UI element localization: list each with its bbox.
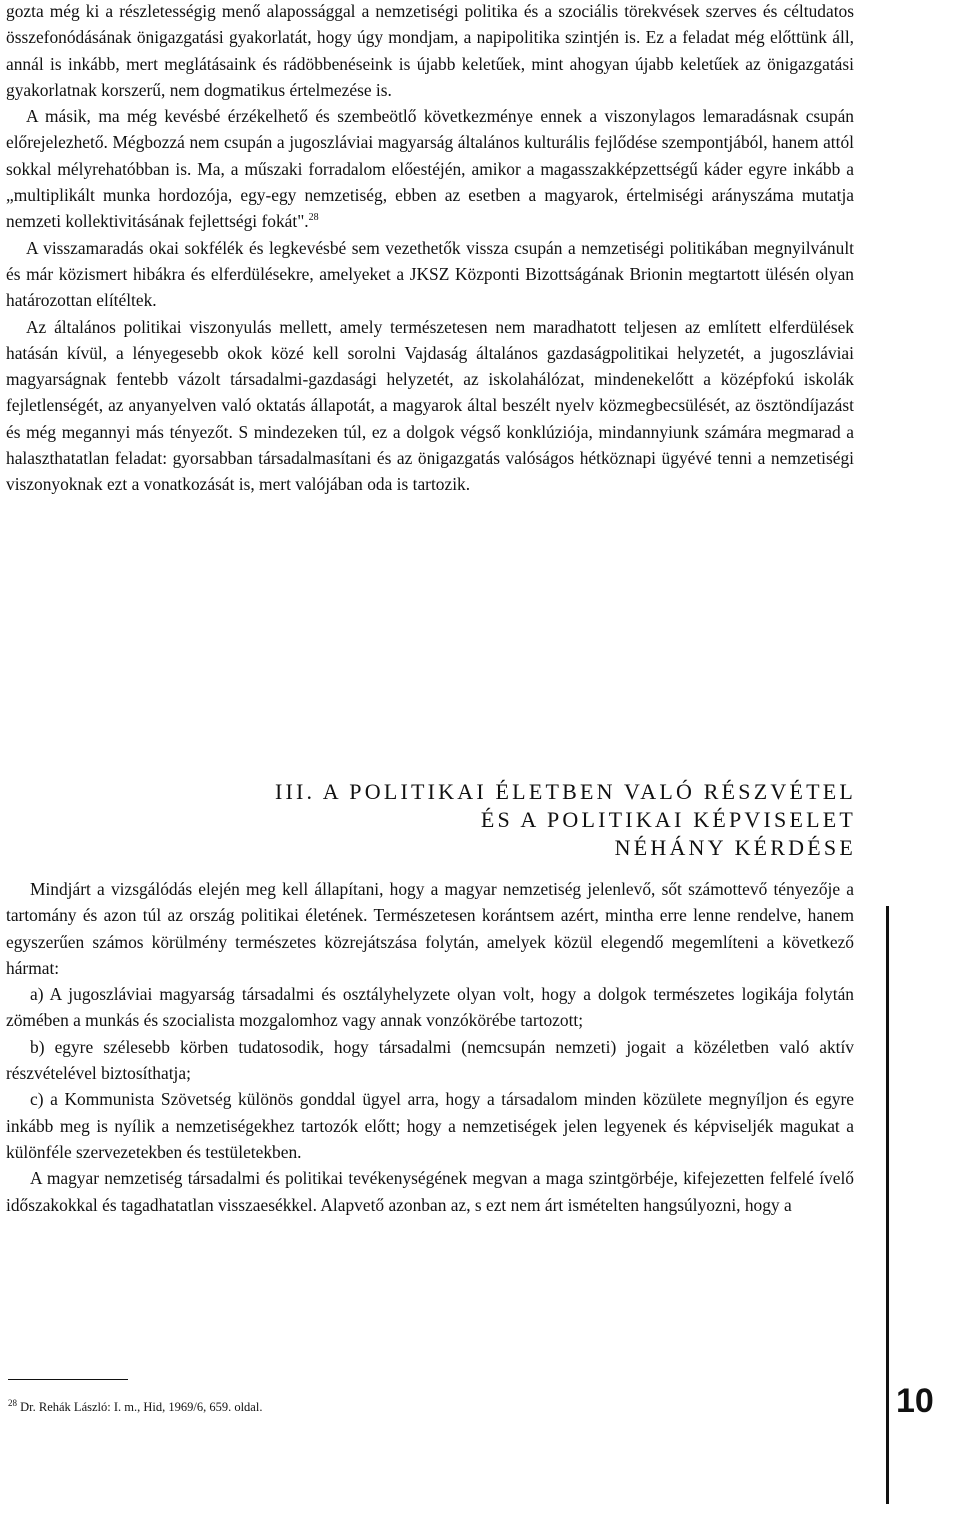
- page-number: 10: [896, 1382, 934, 1420]
- footnote-text: Dr. Rehák László: I. m., Hid, 1969/6, 659. oldal.: [20, 1400, 263, 1414]
- list-item-a: a) A jugoszláviai magyarság társadalmi és osztályhelyzete olyan volt, hogy a dolgok természetes logikája folytán zömében a munkás és szocialista mozgalomhoz vagy annak vonzókörébe tartozott;: [6, 984, 854, 1031]
- paragraph: A visszamaradás okai sokfélék és legkevésbé sem vezethetők vissza csupán a nemzetiségi politikában megnyilvánult és már közismert hibákra és elferdülésekre, amelyeket a JKSZ Központi Bizottságának Brionin megtartott ülésén olyan határozottan elítéltek.: [6, 237, 854, 311]
- paragraph: gozta még ki a részletességig menő alapossággal a nemzetiségi politika és a szociális törekvések szerves és céltudatos összefonódásának önigazgatási gyakorlatát, hogy úgy mondjam, a napipolitika szintjén is. Ez a feladat még előttünk áll, annál is inkább, mert meglátásaink és rádöbbenéseink is újabb keletűek, mint ahogyan újabb keletűek az önigazgatási gyakorlatnak korszerű, nem dogmatikus értelmezése is.: [6, 1, 854, 100]
- paragraph: Mindjárt a vizsgálódás elején meg kell állapítani, hogy a magyar nemzetiség jelenlevő, sőt számottevő tényezője a tartomány és azon túl az ország politikai életének. Természetesen korántsem azért, mintha erre lenne rendelve, hanem egyszerűen számos körülmény természetes közrejátszása folytán, amelyek közül elegendő megemlíteni a következő hármat:: [6, 879, 854, 978]
- body-text-bottom: [6, 876, 854, 1218]
- margin-bar: [886, 906, 889, 1504]
- paragraph-text: A másik, ma még kevésbé érzékelhető és szembeötlő következménye ennek a viszonylagos lemaradásnak csupán előrejelezhető. Mégbozzá nem csupán a jugoszláviai magyarság általános kulturális fejlődése szempontjából, hanem attól sokkal mélyrehatóbban is. Ma, a műszaki forradalom előestéjén, amikor a magasszakképzettségű káder egyre inkább a „multiplikált munka hordozója, egy-egy nemzetiség, ebben az esetben a magyarok, értelmiségi arányszáma mutatja nemzeti kollektivitásának fejlettségi fokát".: [6, 106, 854, 232]
- body-text-top: [6, 0, 854, 498]
- footnote: [8, 1397, 263, 1415]
- section-heading-line-3: NÉHÁNY KÉRDÉSE: [614, 835, 856, 860]
- footnote-rule: [8, 1379, 128, 1380]
- paragraph-with-footnote: [6, 103, 854, 234]
- paragraph: A magyar nemzetiség társadalmi és politikai tevékenységének megvan a maga szintgörbéje, kifejezetten felfelé ívelő időszakokkal és tagadhatatlan visszaesékkel. Alapvető azonban az, s ezt nem árt ismételten hangsúlyozni, hogy a: [6, 1168, 854, 1215]
- section-heading-line-1: III. A POLITIKAI ÉLETBEN VALÓ RÉSZVÉTEL: [274, 779, 856, 804]
- footnote-marker: 28: [8, 1397, 17, 1408]
- list-item-c: c) a Kommunista Szövetség különös gonddal ügyel arra, hogy a társadalom minden közülete megnyíljon és egyre inkább meg is nyílik a nemzetiségekhez tartozók előtt; hogy a nemzetiségek jelen legyenek és képviseljék magukat a különféle szervezetekben és testületekben.: [6, 1089, 854, 1162]
- paragraph: Az általános politikai viszonyulás mellett, amely természetesen nem maradhatott teljesen az említett elferdülések hatásán kívül, a lényegesebb okok közé kell sorolni Vajdaság általános gazdaságpolitikai helyzetét, a jugoszláviai magyarságnak fentebb vázolt társadalmi-gazdasági helyzetét, az iskolahálózat, mindenekelőtt a középfokú iskolák fejletlenségét, az anyanyelven való oktatás állapotát, a magyarok által beszélt nyelv közmegbecsülését, az ösztöndíjazást és még megannyi más tényezőt. S mindezeken túl, ez a dolgok végső konklúziója, mindannyiunk számára megmarad a halaszthatatlan feladat: gyorsabban társadalmasítani és az önigazgatás valóságos hétköznapi ügyévé tenni a nemzetiségi viszonyoknak ezt a vonatkozását is, mert valójában oda is tartozik.: [6, 316, 854, 495]
- footnote-reference[interactable]: 28: [308, 212, 319, 224]
- section-heading-line-2: ÉS A POLITIKAI KÉPVISELET: [480, 807, 856, 832]
- list-item-b: b) egyre szélesebb körben tudatosodik, hogy társadalmi (nemcsupán nemzeti) jogait a közéletben való aktív részvételével biztosíthatja;: [6, 1036, 854, 1084]
